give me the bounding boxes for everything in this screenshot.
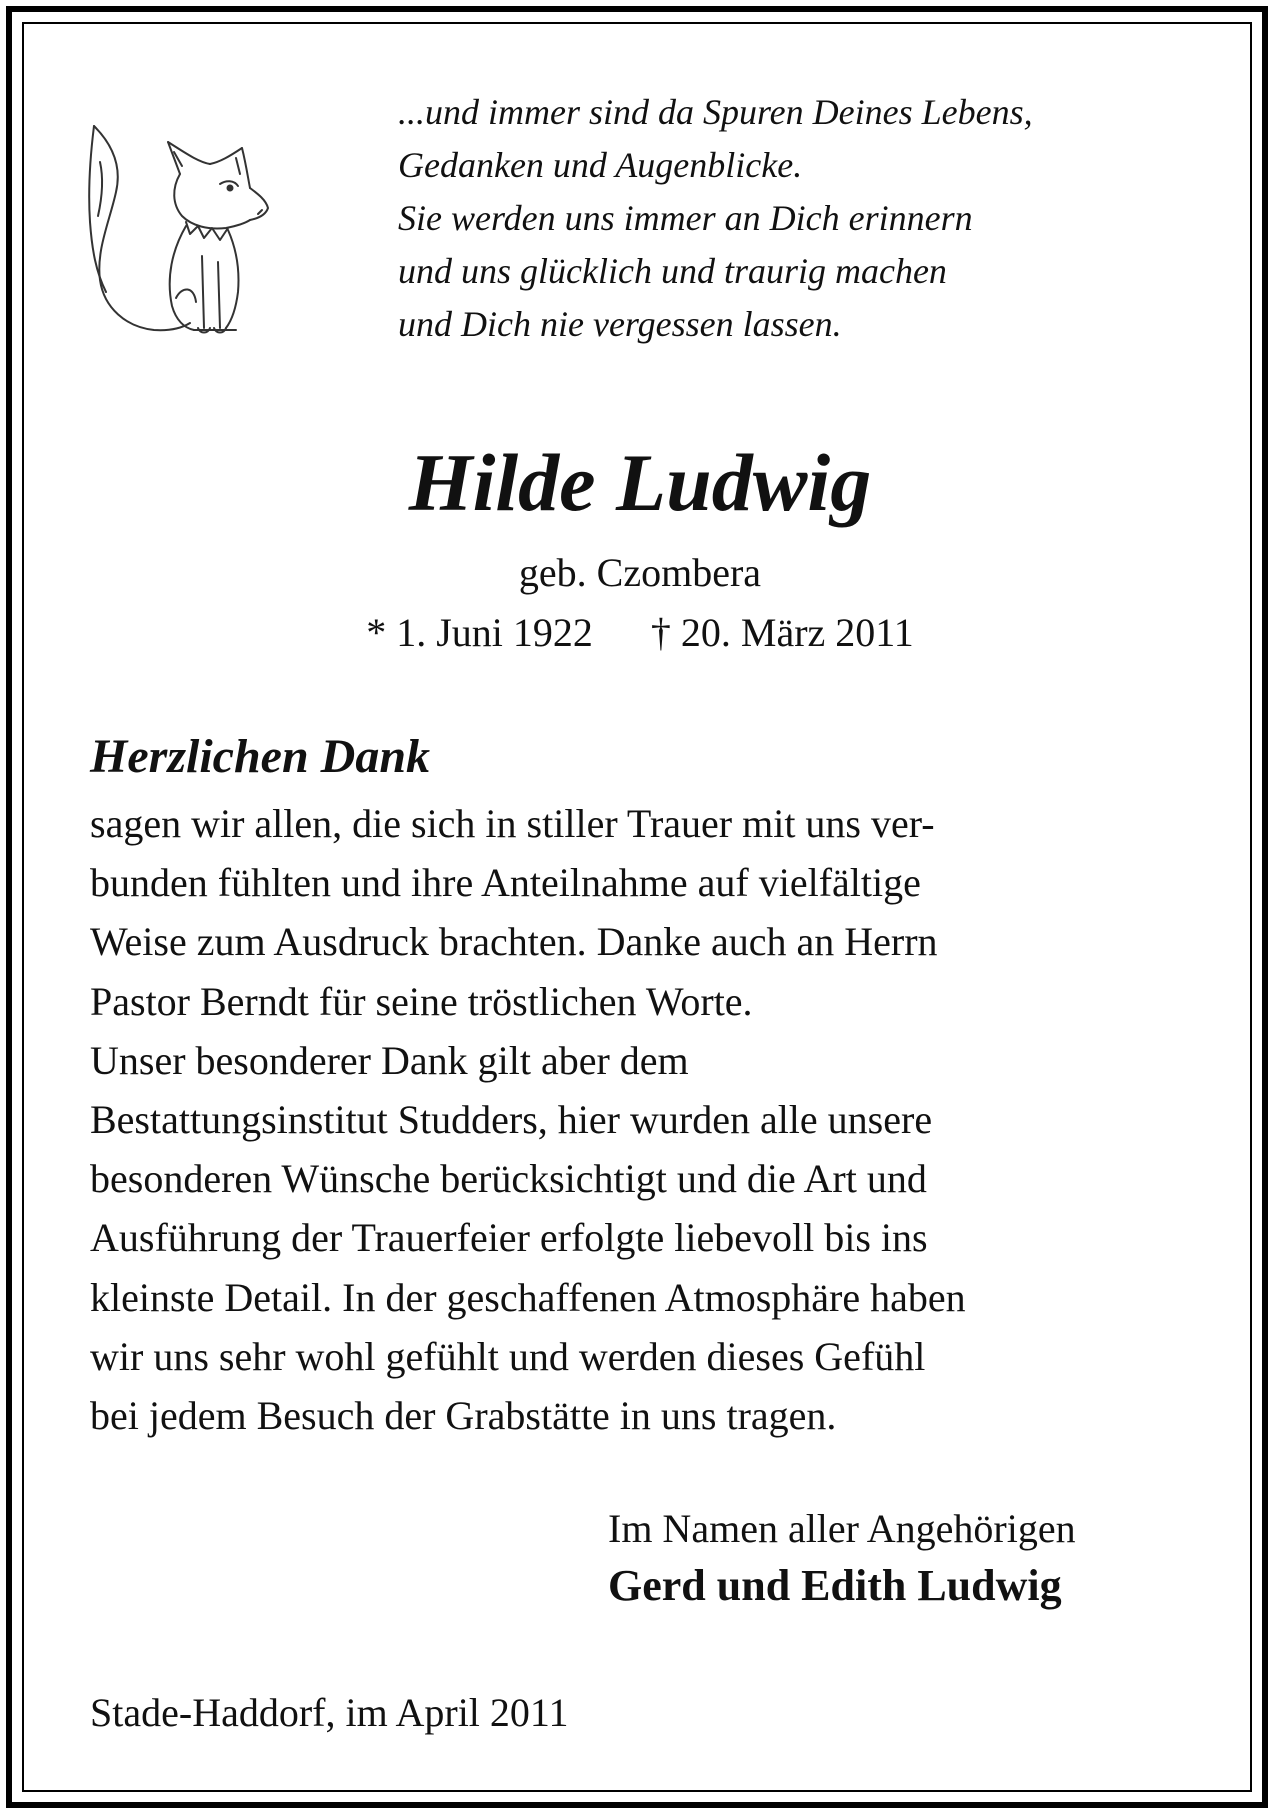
place-date: Stade-Haddorf, im April 2011 — [90, 1690, 569, 1735]
text-line: besonderen Wünsche berücksichtigt und die Art und — [90, 1156, 927, 1202]
signature-line: Im Namen aller Angehörigen — [608, 1506, 1076, 1551]
motto-line: und Dich nie vergessen lassen. — [398, 304, 842, 344]
text-line: bunden fühlten und ihre Anteilnahme auf vielfältige — [90, 860, 921, 906]
text-line: Weise zum Ausdruck brachten. Danke auch an Herrn — [90, 919, 938, 965]
text-line: Pastor Berndt für seine tröstlichen Worte. — [90, 978, 753, 1024]
thanks-text — [90, 794, 1220, 1445]
motto-line: Sie werden uns immer an Dich erinnern — [398, 198, 973, 238]
text-line: Ausführung der Trauerfeier erfolgte liebevoll bis ins — [90, 1215, 928, 1261]
life-dates — [0, 608, 1280, 658]
text-line: sagen wir allen, die sich in stiller Trauer mit uns ver- — [90, 801, 935, 846]
motto-line: ...und immer sind da Spuren Deines Lebens, — [398, 92, 1033, 132]
text-line: Bestattungsinstitut Studders, hier wurden alle unsere — [90, 1097, 933, 1143]
text-line: wir uns sehr wohl gefühlt und werden dieses Gefühl — [90, 1333, 926, 1379]
cat-drawing-icon — [86, 122, 286, 337]
signature-names: Gerd und Edith Ludwig — [608, 1561, 1062, 1610]
thanks-heading: Herzlichen Dank — [90, 730, 431, 783]
motto-line: und uns glücklich und traurig machen — [398, 251, 947, 291]
motto-line: Gedanken und Augenblicke. — [398, 145, 803, 185]
text-line: kleinste Detail. In der geschaffenen Atmosphäre haben — [90, 1274, 966, 1320]
text-line: Unser besonderer Dank gilt aber dem — [90, 1037, 689, 1083]
death-date: † 20. März 2011 — [650, 610, 914, 655]
birth-date: * 1. Juni 1922 — [366, 610, 593, 655]
signature-block — [608, 1502, 1228, 1616]
motto-poem — [398, 86, 1218, 351]
deceased-name: Hilde Ludwig — [408, 437, 872, 528]
text-line: bei jedem Besuch der Grabstätte in uns tragen. — [90, 1393, 837, 1439]
birth-name: geb. Czombera — [518, 550, 762, 595]
